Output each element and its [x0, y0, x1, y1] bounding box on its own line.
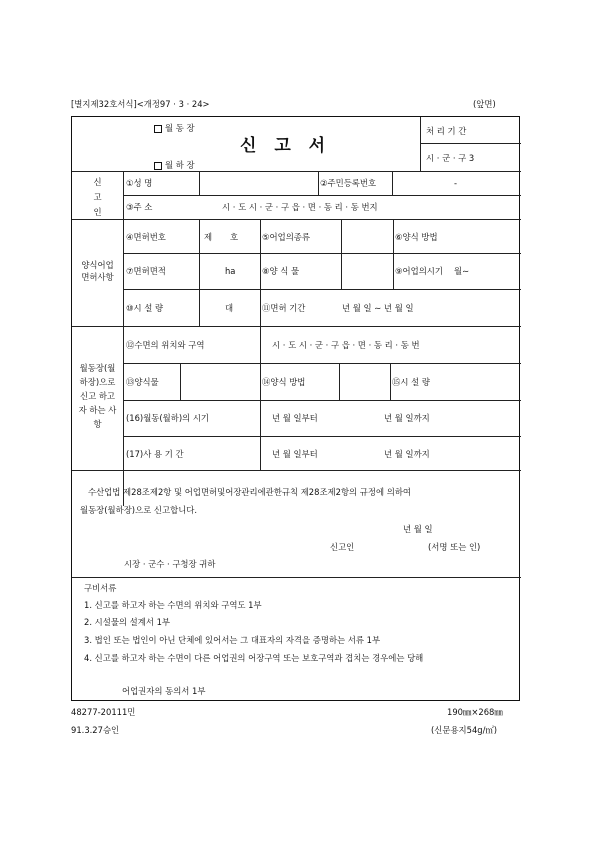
usage-period-label: (17)사 용 기 간: [126, 449, 184, 459]
site-location-label: ⑫수면의 위치와 구역: [126, 340, 205, 350]
declaration-line1: 수산업법 제28조제2항 및 어업면허및어장관리에관한규칙 제28조제2항의 규정에 의하여: [88, 487, 412, 497]
processing-period-label: 처 리 기 간: [426, 126, 467, 136]
applicant-section-label: 신 고 인: [93, 177, 102, 217]
paper-size: 190㎜×268㎜: [447, 707, 503, 717]
license-number-label: ④면허번호: [126, 232, 166, 242]
form-code: 48277-20111민: [71, 707, 136, 717]
recipient: 시장 · 군수 · 구청장 귀하: [124, 559, 216, 569]
site-location-field[interactable]: 시 · 도 시 · 군 · 구 읍 · 면 · 동 리 · 동 번: [272, 340, 420, 350]
name-field[interactable]: [202, 177, 316, 191]
signature-field[interactable]: (서명 또는 인): [428, 542, 481, 552]
license-period-value[interactable]: 년 월 일 ∼ 년 월 일: [342, 303, 414, 313]
usage-period-from[interactable]: 년 월 일부터: [272, 449, 318, 459]
farm-section-label: 양식어업 면허사항: [81, 260, 114, 282]
paper-type: (신문용지54g/㎡): [431, 725, 498, 735]
method-label: ⑭양식 방법: [262, 377, 306, 387]
fishery-season-value[interactable]: 월∼: [454, 266, 470, 276]
option-summer[interactable]: 월 하 장: [154, 161, 195, 170]
resident-number-label: ②주민등록번호: [320, 178, 377, 188]
required-doc-1: 1. 신고를 하고자 하는 수면의 위치와 구역도 1부: [84, 600, 262, 610]
facility-label: ⑮시 설 량: [392, 377, 430, 387]
declaration-date[interactable]: 년 월 일: [403, 524, 433, 534]
license-area-unit: ha: [225, 266, 236, 276]
license-number-prefix: 제: [204, 232, 213, 242]
required-doc-4: 4. 신고를 하고자 하는 수면이 다른 어업권의 어장구역 또는 보호구역과 겹치는 경우에는 당해: [84, 653, 424, 663]
required-doc-2: 2. 시설물의 설계서 1부: [84, 617, 171, 627]
fishery-season-label: ⑨어업의시기: [395, 266, 443, 276]
form-number: [별지제32호서식]<개정97 · 3 · 24>: [71, 99, 210, 109]
report-form: [71, 116, 520, 701]
license-period-label: ⑪면허 기간: [262, 303, 306, 313]
facility-amount-unit: 대: [225, 303, 234, 313]
address-label: ③주 소: [126, 202, 153, 212]
license-area-label: ⑦면허면적: [126, 266, 166, 276]
form-title: 신 고 서: [240, 136, 332, 156]
checkbox-icon[interactable]: [154, 162, 162, 170]
culture-method-label: ⑥양식 방법: [395, 232, 438, 242]
name-label: ①성 명: [126, 178, 153, 188]
signer-label: 신고인: [330, 542, 355, 552]
facility-amount-label: ⑩시 설 량: [126, 303, 164, 313]
season-to[interactable]: 년 월 일까지: [384, 413, 430, 423]
required-doc-3: 3. 법인 또는 법인이 아닌 단체에 있어서는 그 대표자의 자격을 증명하는 서류 1부: [84, 635, 381, 645]
processing-period-value: 시 · 군 · 구 3: [426, 153, 475, 163]
site-section-label: 월동장(월 하장)으로 신고 하고 자 하는 사 항: [78, 363, 117, 429]
resident-number-field[interactable]: -: [454, 178, 458, 188]
cultured-species-label: ⑧양 식 물: [262, 266, 300, 276]
declaration-line2: 월동장(월하장)으로 신고합니다.: [80, 505, 198, 515]
approval-date: 91.3.27승인: [71, 725, 120, 735]
checkbox-icon[interactable]: [154, 125, 162, 133]
required-doc-4-cont: 어업권자의 동의서 1부: [122, 686, 206, 696]
fishery-type-label: ⑤어업의종류: [262, 232, 310, 242]
option-winter[interactable]: 월 동 장: [154, 124, 195, 133]
address-field[interactable]: 시 · 도 시 · 군 · 구 읍 · 면 · 동 리 · 동 번지: [222, 202, 378, 212]
license-number-suffix: 호: [230, 232, 239, 242]
page-side-label: (앞면): [473, 99, 496, 109]
season-label: (16)월동(월하)의 시기: [126, 413, 210, 423]
required-docs-title: 구비서류: [84, 583, 117, 593]
usage-period-to[interactable]: 년 월 일까지: [384, 449, 430, 459]
species-label: ⑬양식물: [126, 377, 159, 387]
season-from[interactable]: 년 월 일부터: [272, 413, 318, 423]
